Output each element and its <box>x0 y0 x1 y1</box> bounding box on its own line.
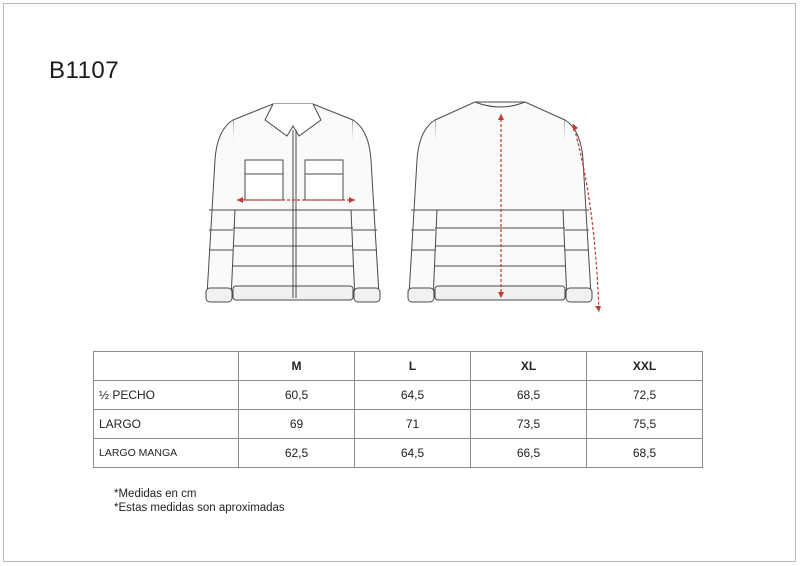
table-cell: 73,5 <box>471 410 587 439</box>
footnote: *Estas medidas son aproximadas <box>114 501 285 514</box>
table-cell: 60,5 <box>239 381 355 410</box>
table-cell: 62,5 <box>239 439 355 468</box>
jacket-back-view <box>408 102 592 302</box>
table-cell: 72,5 <box>587 381 703 410</box>
footnote: *Medidas en cm <box>114 488 197 500</box>
table-cell: 66,5 <box>471 439 587 468</box>
size-column-header: XXL <box>587 352 703 381</box>
product-code: B1107 <box>49 57 120 84</box>
row-label: LARGO <box>94 410 239 439</box>
row-label: LARGO MANGA <box>94 439 239 468</box>
jacket-front-view <box>206 104 380 302</box>
table-row <box>94 439 703 468</box>
table-cell: 68,5 <box>587 439 703 468</box>
table-cell: 68,5 <box>471 381 587 410</box>
footnotes <box>114 488 285 515</box>
table-cell: 69 <box>239 410 355 439</box>
table-row <box>94 381 703 410</box>
size-table-header <box>94 352 703 381</box>
jacket-technical-drawing <box>195 90 615 320</box>
row-label: ½ PECHO <box>94 381 239 410</box>
size-column-header: M <box>239 352 355 381</box>
table-cell: 64,5 <box>355 381 471 410</box>
table-row <box>94 410 703 439</box>
table-cell: 64,5 <box>355 439 471 468</box>
size-column-header: XL <box>471 352 587 381</box>
size-table-corner <box>94 352 239 381</box>
size-column-header: L <box>355 352 471 381</box>
table-cell: 75,5 <box>587 410 703 439</box>
table-cell: 71 <box>355 410 471 439</box>
size-table <box>93 351 703 468</box>
